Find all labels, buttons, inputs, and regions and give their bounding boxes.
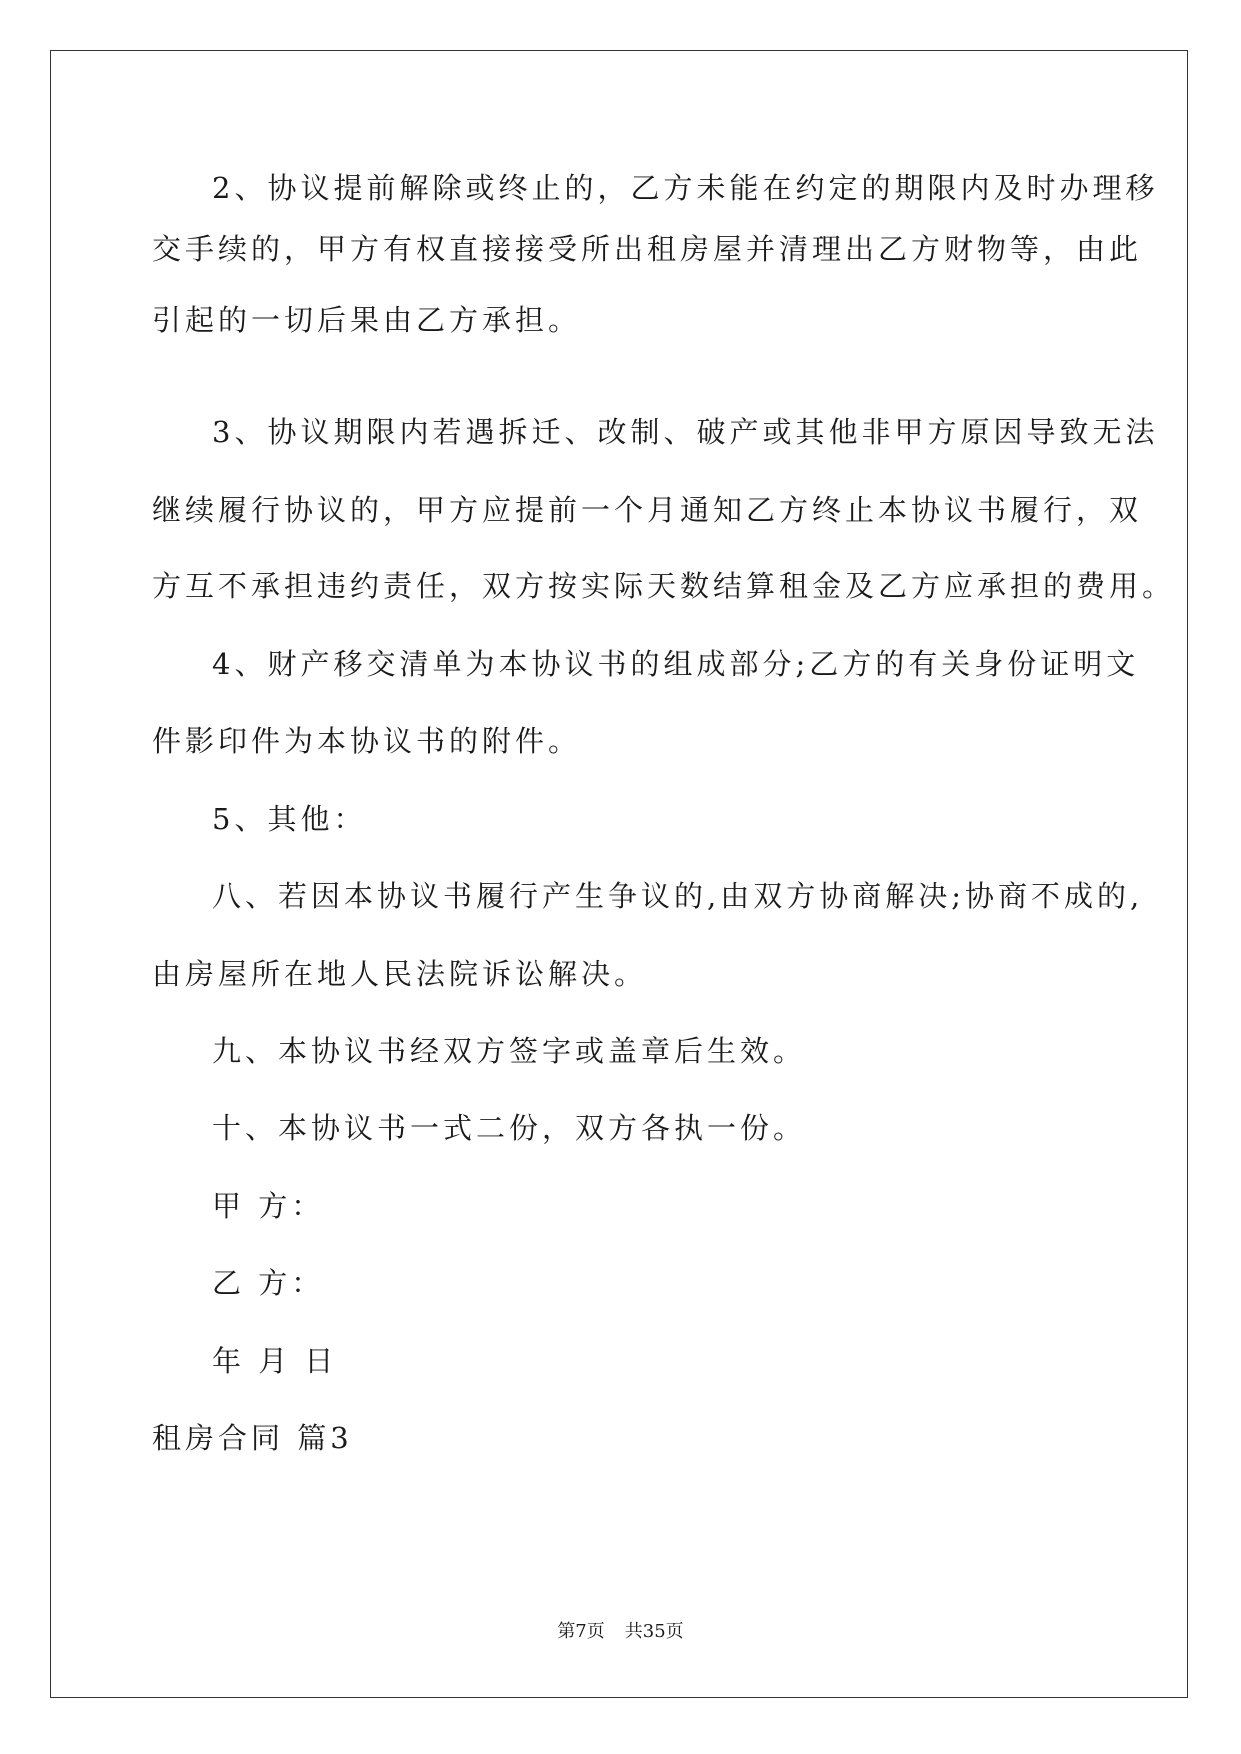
paragraph-line: 九、本协议书经双方签字或盖章后生效。 (212, 1034, 807, 1068)
paragraph-line: 八、若因本协议书履行产生争议的,由双方协商解决;协商不成的, (212, 879, 1144, 913)
party-a-label: 甲 方： (212, 1189, 325, 1223)
paragraph-line: 引起的一切后果由乙方承担。 (152, 303, 582, 337)
paragraph-line: 交手续的，甲方有权直接接受所出租房屋并清理出乙方财物等，由此 (152, 232, 1143, 266)
paragraph-line: 继续履行协议的，甲方应提前一个月通知乙方终止本协议书履行，双 (152, 493, 1143, 527)
paragraph-line: 5、其他： (212, 802, 367, 836)
page-footer (0, 1620, 1241, 1644)
paragraph-line: 2、协议提前解除或终止的，乙方未能在约定的期限内及时办理移 (212, 171, 1159, 205)
paragraph-line: 件影印件为本协议书的附件。 (152, 724, 582, 758)
paragraph-line: 由房屋所在地人民法院诉讼解决。 (152, 957, 648, 991)
paragraph-line: 十、本协议书一式二份，双方各执一份。 (212, 1111, 807, 1145)
party-b-label: 乙 方： (212, 1266, 325, 1300)
section-heading: 租房合同 篇3 (152, 1421, 353, 1455)
page-total: 共35页 (624, 1621, 684, 1642)
page-number: 第7页 (557, 1621, 605, 1642)
date-label: 年 月 日 (212, 1344, 338, 1378)
paragraph-line: 方互不承担违约责任，双方按实际天数结算租金及乙方应承担的费用。 (152, 569, 1176, 603)
paragraph-line: 3、协议期限内若遇拆迁、改制、破产或其他非甲方原因导致无法 (212, 415, 1159, 449)
paragraph-line: 4、财产移交清单为本协议书的组成部分;乙方的有关身份证明文 (212, 647, 1140, 681)
